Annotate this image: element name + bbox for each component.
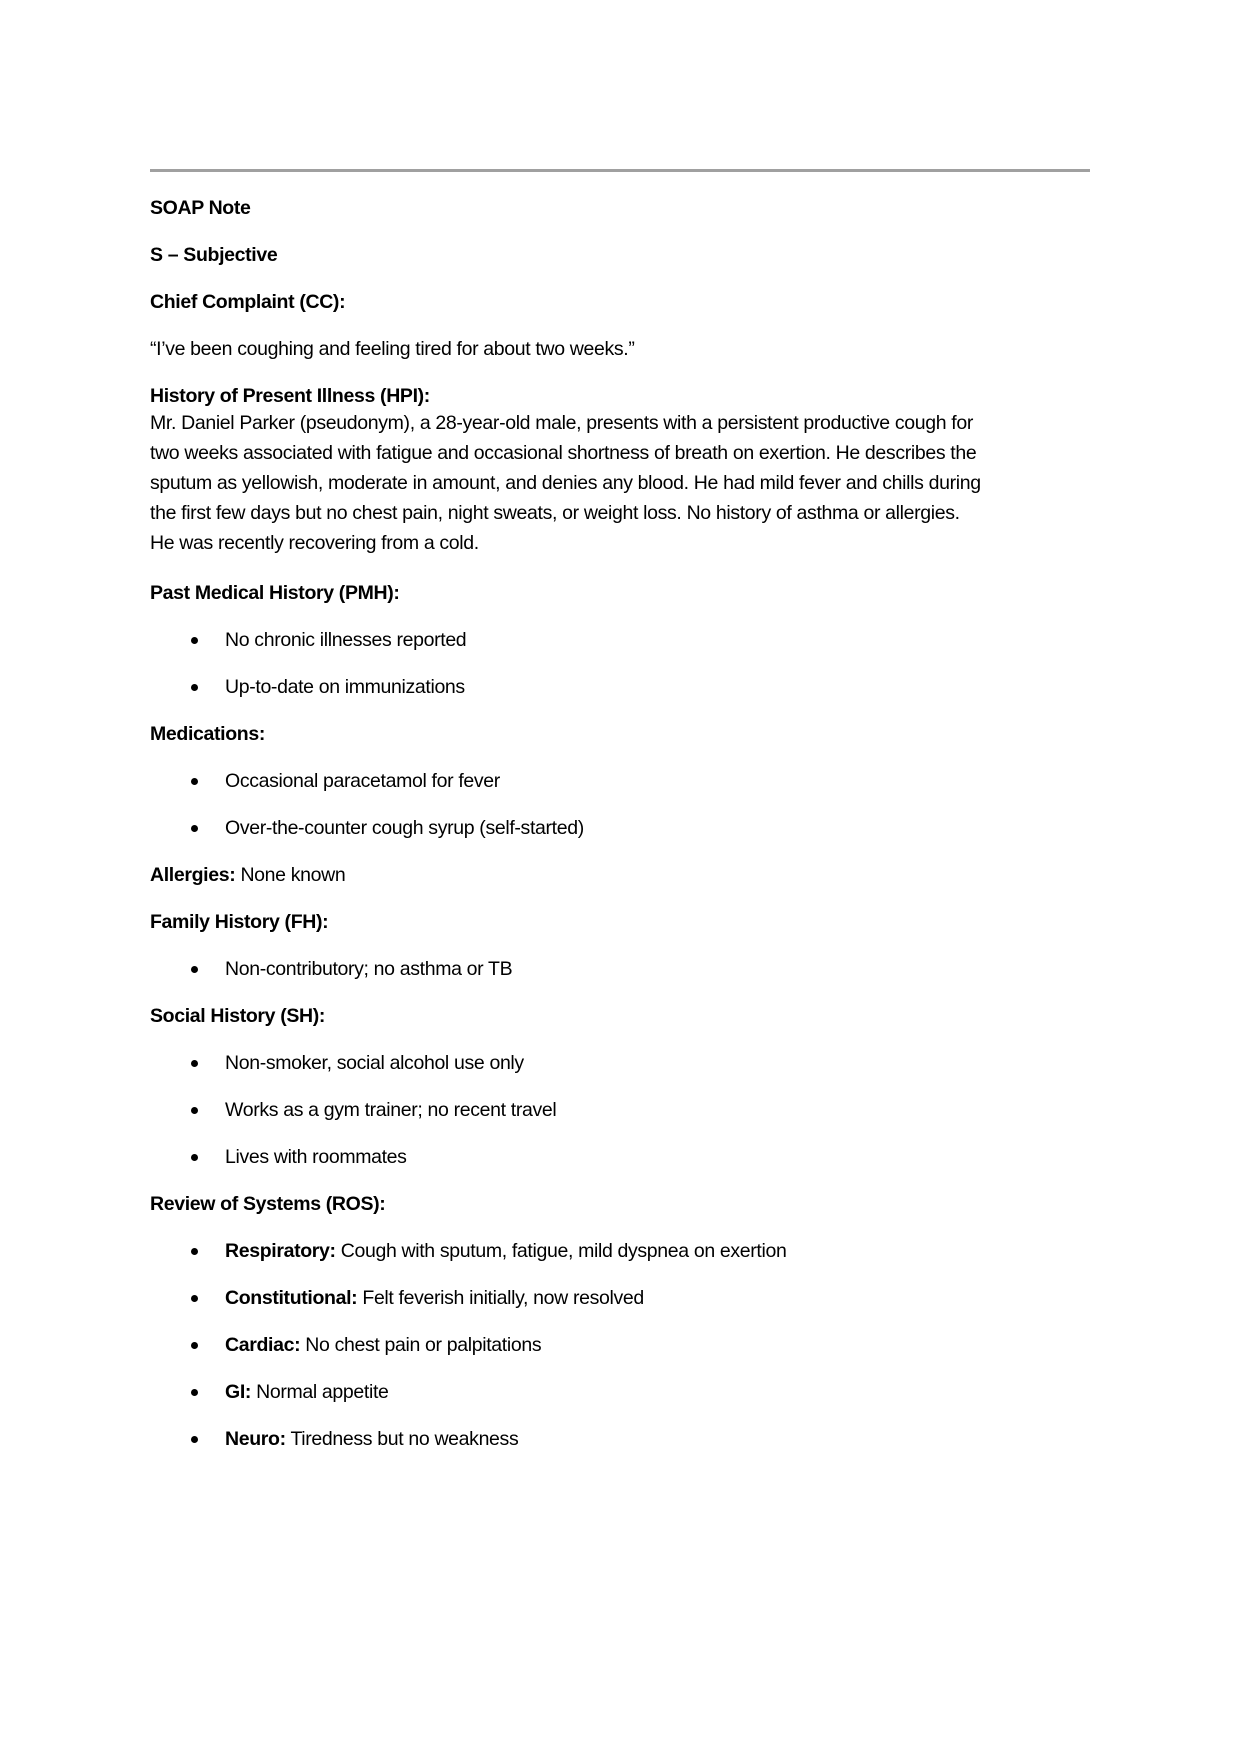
pmh-list bbox=[150, 628, 1090, 699]
allergies-line bbox=[150, 863, 1090, 887]
soap-note-document bbox=[150, 196, 1090, 1474]
hpi-line: two weeks associated with fatigue and occasional shortness of breath on exertion. He describes the bbox=[150, 442, 977, 464]
section-heading-subjective: S – Subjective bbox=[150, 244, 278, 266]
social-history-list bbox=[150, 1051, 1090, 1169]
list-item-text: Up-to-date on immunizations bbox=[225, 676, 465, 698]
hpi-line: He was recently recovering from a cold. bbox=[150, 532, 479, 554]
bullet-icon bbox=[191, 1342, 198, 1349]
ros-heading: Review of Systems (ROS): bbox=[150, 1193, 386, 1215]
list-item bbox=[150, 1286, 1090, 1310]
list-item bbox=[150, 675, 1090, 699]
bullet-icon bbox=[191, 1295, 198, 1302]
allergies-value: None known bbox=[235, 864, 346, 886]
ros-text: Felt feverish initially, now resolved bbox=[357, 1287, 644, 1309]
list-item bbox=[150, 1239, 1090, 1263]
ros-text: Normal appetite bbox=[251, 1381, 389, 1403]
chief-complaint-quote: “I’ve been coughing and feeling tired for about two weeks.” bbox=[150, 338, 635, 360]
bullet-icon bbox=[191, 1060, 198, 1067]
list-item bbox=[150, 957, 1090, 981]
horizontal-rule bbox=[150, 169, 1090, 172]
family-history-list bbox=[150, 957, 1090, 981]
social-history-heading: Social History (SH): bbox=[150, 1005, 326, 1027]
bullet-icon bbox=[191, 1154, 198, 1161]
family-history-heading: Family History (FH): bbox=[150, 911, 329, 933]
ros-text: Cough with sputum, fatigue, mild dyspnea on exertion bbox=[335, 1240, 787, 1262]
bullet-icon bbox=[191, 825, 198, 832]
ros-label: Cardiac: bbox=[225, 1334, 301, 1356]
bullet-icon bbox=[191, 1107, 198, 1114]
bullet-icon bbox=[191, 966, 198, 973]
list-item bbox=[150, 628, 1090, 652]
list-item bbox=[150, 1380, 1090, 1404]
bullet-icon bbox=[191, 1248, 198, 1255]
ros-label: Neuro: bbox=[225, 1428, 286, 1450]
bullet-icon bbox=[191, 684, 198, 691]
hpi-line: the first few days but no chest pain, night sweats, or weight loss. No history of asthma or allergies. bbox=[150, 502, 960, 524]
list-item bbox=[150, 816, 1090, 840]
list-item-text: No chronic illnesses reported bbox=[225, 629, 467, 651]
ros-label: Constitutional: bbox=[225, 1287, 358, 1309]
list-item-text: Lives with roommates bbox=[225, 1146, 407, 1168]
chief-complaint-heading: Chief Complaint (CC): bbox=[150, 291, 346, 313]
ros-list bbox=[150, 1239, 1090, 1451]
medications-heading: Medications: bbox=[150, 723, 265, 745]
bullet-icon bbox=[191, 1389, 198, 1396]
document-title: SOAP Note bbox=[150, 197, 251, 219]
ros-label: Respiratory: bbox=[225, 1240, 336, 1262]
list-item bbox=[150, 1427, 1090, 1451]
hpi-line: sputum as yellowish, moderate in amount, and denies any blood. He had mild fever and chills during bbox=[150, 472, 981, 494]
list-item bbox=[150, 1051, 1090, 1075]
list-item-text: Non-contributory; no asthma or TB bbox=[225, 958, 513, 980]
list-item-text: Occasional paracetamol for fever bbox=[225, 770, 500, 792]
pmh-heading: Past Medical History (PMH): bbox=[150, 582, 400, 604]
list-item-text: Works as a gym trainer; no recent travel bbox=[225, 1099, 557, 1121]
list-item-text: Over-the-counter cough syrup (self-started) bbox=[225, 817, 584, 839]
hpi-paragraph bbox=[150, 408, 1110, 558]
bullet-icon bbox=[191, 778, 198, 785]
list-item-text: Non-smoker, social alcohol use only bbox=[225, 1052, 524, 1074]
ros-text: No chest pain or palpitations bbox=[300, 1334, 542, 1356]
bullet-icon bbox=[191, 1436, 198, 1443]
ros-text: Tiredness but no weakness bbox=[285, 1428, 519, 1450]
list-item bbox=[150, 1333, 1090, 1357]
list-item bbox=[150, 769, 1090, 793]
bullet-icon bbox=[191, 637, 198, 644]
allergies-label: Allergies: bbox=[150, 864, 236, 886]
list-item bbox=[150, 1098, 1090, 1122]
hpi-line: Mr. Daniel Parker (pseudonym), a 28-year-old male, presents with a persistent productive cough for bbox=[150, 412, 974, 434]
medications-list bbox=[150, 769, 1090, 840]
ros-label: GI: bbox=[225, 1381, 252, 1403]
list-item bbox=[150, 1145, 1090, 1169]
hpi-heading: History of Present Illness (HPI): bbox=[150, 385, 430, 407]
